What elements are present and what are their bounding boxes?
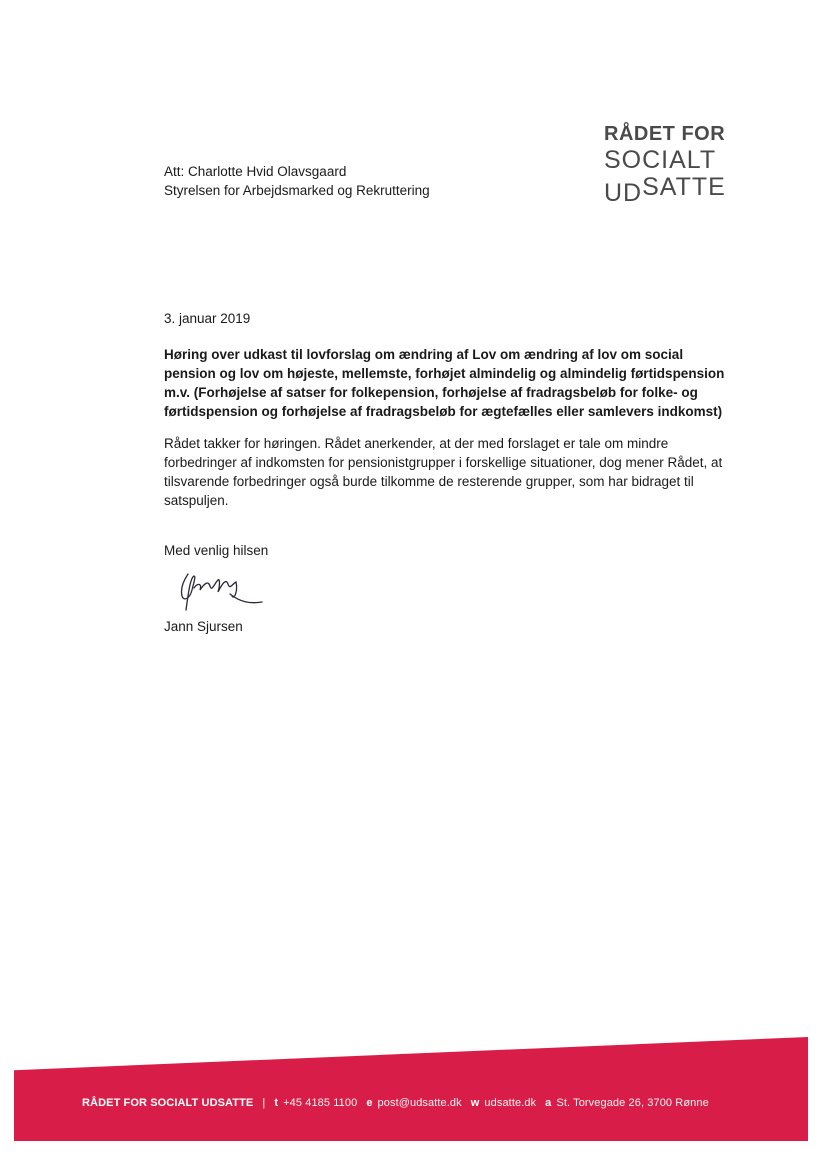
footer-band [14,1037,808,1141]
logo [604,123,726,207]
footer-phone: +45 4185 1100 [283,1097,358,1109]
recipient-address [164,162,430,200]
footer-contact [82,1097,718,1109]
logo-line-2: SOCIALT [604,146,717,174]
footer-org: RÅDET FOR SOCIALT UDSATTE [82,1097,254,1109]
closing-greeting: Med venlig hilsen [164,543,269,558]
logo-line-1: RÅDET FOR [604,123,726,145]
phone-label: t [274,1097,279,1109]
signer-name: Jann Sjursen [164,619,243,634]
footer-web: udsatte.dk [484,1097,537,1109]
letter-body: Rådet takker for høringen. Rådet anerkender, at der med forslaget er tale om mindre forbedringer af indkomsten for pensionistgrupper i forskellige situationer, dog mener Rådet, at tilsvarende forbedringer også burde tilkomme de resterende grupper, som har bidraget til satspuljen. [164,436,723,508]
address-label: a [545,1097,552,1109]
logo-ud: UD [604,179,643,207]
recipient-org: Styrelsen for Arbejdsmarked og Rekruttering [164,183,430,198]
recipient-att: Att: Charlotte Hvid Olavsgaard [164,164,347,179]
logo-satte: SATTE [642,173,726,201]
footer-separator: | [262,1097,266,1109]
signature-image [170,566,266,614]
letter-subject: Høring over udkast til lovforslag om ændring af Lov om ændring af lov om social pension og lov om højeste, mellemste, forhøjet almindelig og almindelig førtidspension m.v. (Forhøjelse af satser for folkepension, forhøjelse af fradragsbeløb for folke- og førtidspension og forhøjelse af fradragsbeløb for ægtefælles eller samlevers indkomst) [164,347,725,419]
email-label: e [366,1097,373,1109]
web-label: w [470,1097,480,1109]
footer-address: St. Torvegade 26, 3700 Rønne [556,1097,709,1109]
footer-email: post@udsatte.dk [377,1097,462,1109]
logo-line-3 [604,173,726,207]
letter-date: 3. januar 2019 [164,311,251,326]
